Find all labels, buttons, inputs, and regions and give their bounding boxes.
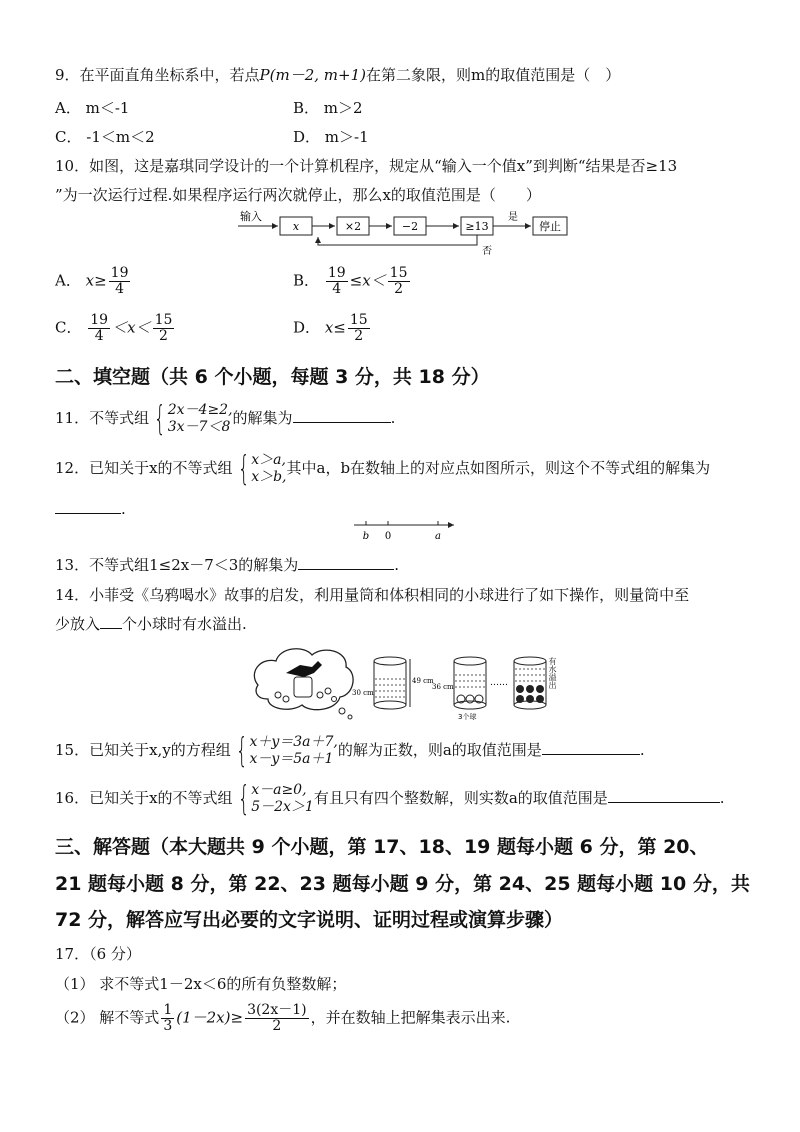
frac-num: 1 <box>163 1002 173 1018</box>
label-49cm: 49 cm <box>412 677 434 685</box>
q15: 15．已知关于x,y的方程组 { x＋y＝3a＋7, x－y＝5a＋1 的解为正数，则a的取值范围是 . <box>55 731 645 771</box>
q9-suffix: 在第二象限，则m的取值范围是（ ） <box>365 66 621 84</box>
q9-option-a: A． m＜-1 <box>55 99 130 117</box>
q10-d-pre: x≤ <box>324 318 346 337</box>
q10-a-frac <box>109 266 131 297</box>
q16-system <box>233 779 314 819</box>
q9-point: P(m－2, m+1) <box>259 66 366 84</box>
flow-yes: 是 <box>508 212 518 223</box>
label-30cm: 30 cm <box>352 689 374 697</box>
q10-line2: ”为一次运行过程.如果程序运行两次就停止，那么x的取值范围是（ ） <box>55 186 541 204</box>
frac-num: 19 <box>110 265 129 281</box>
numberline-a: a <box>435 531 441 542</box>
frac-den: 2 <box>272 1018 282 1034</box>
q11-eq2: 3x－7＜8 <box>167 419 231 435</box>
frac-num: 19 <box>90 312 109 328</box>
frac-den: 4 <box>94 328 104 344</box>
frac-num: 15 <box>154 312 173 328</box>
q12-prefix: 12．已知关于x的不等式组 <box>55 459 233 477</box>
q10-b-frac2 <box>388 266 410 297</box>
frac-num: 15 <box>349 312 368 328</box>
cylinder-2 <box>432 657 486 721</box>
q14-line2-pre: 少放入 <box>55 615 101 633</box>
q15-prefix: 15．已知关于x,y的方程组 <box>55 741 231 759</box>
q17-p2-mid: (1－2x)≥ <box>176 1008 244 1027</box>
brace-icon: { <box>237 449 250 489</box>
flow-stop: 停止 <box>539 220 561 233</box>
flow-box-sub: −2 <box>401 220 419 233</box>
q17-head: 17．（6 分） <box>55 945 141 963</box>
q15-system <box>231 731 338 771</box>
q14-answer-blank[interactable] <box>100 614 122 629</box>
section2-title: 二、填空题（共 6 个小题，每题 3 分，共 18 分） <box>55 366 490 388</box>
q10-a-label: A． <box>55 271 81 290</box>
q10-a-pre: x≥ <box>85 271 107 290</box>
q16-answer-blank[interactable] <box>608 788 720 803</box>
flow-no: 否 <box>482 246 492 257</box>
q12-number-line <box>352 518 460 542</box>
brace-icon: { <box>153 399 166 439</box>
q13-answer-blank[interactable] <box>298 555 394 570</box>
q15-eq1: x＋y＝3a＋7, <box>249 734 338 750</box>
q11: 11．不等式组 { 2x－4≥2, 3x－7＜8 的解集为 . <box>55 399 396 439</box>
q17-p2-label: （2） 解不等式 <box>55 1008 160 1027</box>
flow-box-x: x <box>292 220 300 233</box>
q10-d-frac <box>348 313 370 344</box>
flow-box-mul: ×2 <box>344 220 362 233</box>
q9-option-b: B． m＞2 <box>293 99 363 117</box>
q17-part1: （1） 求不等式1－2x＜6的所有负整数解； <box>55 975 347 993</box>
frac-den: 4 <box>332 281 342 297</box>
q9-stem <box>55 64 620 85</box>
q10-b-frac1 <box>326 266 348 297</box>
q11-prefix: 11．不等式组 <box>55 409 150 427</box>
q10-option-c <box>55 313 176 344</box>
frac-den: 3 <box>163 1018 173 1034</box>
q10-c-mid: ＜x＜ <box>112 318 151 337</box>
q17-frac1 <box>161 1003 174 1034</box>
brace-icon: { <box>237 779 250 819</box>
q12 <box>55 449 711 489</box>
label-3balls: 3个球 <box>458 713 477 721</box>
section3-line1: 三、解答题（本大题共 9 个小题，第 17、18、19 题每小题 6 分，第 20、 <box>55 836 709 858</box>
q11-suffix: 的解集为 <box>232 409 293 427</box>
frac-num: 19 <box>327 265 346 281</box>
frac-den: 2 <box>354 328 364 344</box>
q16: 16．已知关于x的不等式组 { x－a≥0, 5－2x＞1 有且只有四个整数解，则实数a的取值范围是 . <box>55 779 725 819</box>
q15-eq2: x－y＝5a＋1 <box>249 751 334 767</box>
q10-option-b <box>293 266 412 297</box>
frac-den: 2 <box>159 328 168 344</box>
q9-prefix: 9．在平面直角坐标系中，若点 <box>55 66 260 84</box>
frac-den: 2 <box>394 281 404 297</box>
q17-frac2 <box>245 1003 309 1034</box>
q10-b-label: B． <box>293 271 320 290</box>
q10-option-d <box>293 313 372 344</box>
q16-prefix: 16．已知关于x的不等式组 <box>55 789 233 807</box>
q11-system <box>149 399 233 439</box>
q16-suffix: 有且只有四个整数解，则实数a的取值范围是 <box>313 789 608 807</box>
q14-line1: 14．小菲受《乌鸦喝水》故事的启发，利用量筒和体积相同的小球进行了如下操作，则量筒中至 <box>55 586 690 604</box>
q10-line1: 10．如图，这是嘉琪同学设计的一个计算机程序，规定从“输入一个值x”到判断“结果是否≥13 <box>55 157 678 175</box>
q15-suffix: 的解为正数，则a的取值范围是 <box>337 741 542 759</box>
q10-d-label: D． <box>293 318 321 337</box>
q17-part2 <box>55 1003 510 1034</box>
cylinder-3 <box>514 657 546 709</box>
q11-answer-blank[interactable] <box>293 408 391 423</box>
figure-ellipsis: …… <box>490 678 508 688</box>
label-36cm: 36 cm <box>432 683 454 691</box>
q12-eq1: x＞a, <box>251 452 286 468</box>
frac-num: 15 <box>389 265 408 281</box>
q10-c-frac1 <box>88 313 110 344</box>
q12-system <box>233 449 287 489</box>
q14-line2-post: 个小球时有水溢出. <box>122 615 247 633</box>
q12-answer-blank[interactable] <box>55 499 121 514</box>
flow-input-label: 输入 <box>240 210 262 223</box>
q16-eq1: x－a≥0, <box>251 782 307 798</box>
q10-b-mid: ≤x＜ <box>349 271 386 290</box>
q17-p2-suffix: ，并在数轴上把解集表示出来. <box>310 1008 511 1027</box>
section3-line2: 21 题每小题 8 分，第 22、23 题每小题 9 分，第 24、25 题每小题 10 分，共 <box>55 873 750 895</box>
q13: 13．不等式组1≤2x－7＜3的解集为 . <box>55 556 400 574</box>
q10-option-a <box>55 266 132 297</box>
cylinder-1 <box>352 657 434 709</box>
q13-text: 13．不等式组1≤2x－7＜3的解集为 <box>55 556 299 574</box>
q9-option-d: D． m＞-1 <box>293 128 369 146</box>
section3-line3: 72 分，解答应写出必要的文字说明、证明过程或演算步骤） <box>55 909 564 931</box>
q15-answer-blank[interactable] <box>542 740 640 755</box>
q11-eq1: 2x－4≥2, <box>167 402 233 418</box>
q10-c-frac2 <box>153 313 175 344</box>
q14-figure <box>248 643 576 721</box>
frac-num: 3(2x－1) <box>247 1002 307 1018</box>
q16-eq2: 5－2x＞1 <box>251 799 314 815</box>
q9-option-c: C． -1＜m＜2 <box>55 128 155 146</box>
crow-cloud-illustration <box>254 649 353 719</box>
q10-c-label: C． <box>55 318 82 337</box>
q12-answer-line: . <box>55 499 126 518</box>
q14-line2 <box>55 613 247 634</box>
q12-eq2: x＞b, <box>251 469 287 485</box>
q10-flowchart <box>236 209 576 257</box>
label-overflow: 有水溢出 <box>548 657 557 689</box>
frac-den: 4 <box>115 281 125 297</box>
numberline-zero: 0 <box>384 531 392 542</box>
numberline-b: b <box>362 531 370 542</box>
q12-suffix: 其中a，b在数轴上的对应点如图所示，则这个不等式组的解集为 <box>286 459 711 477</box>
flow-box-cmp: ≥13 <box>465 220 489 233</box>
brace-icon: { <box>235 731 248 771</box>
